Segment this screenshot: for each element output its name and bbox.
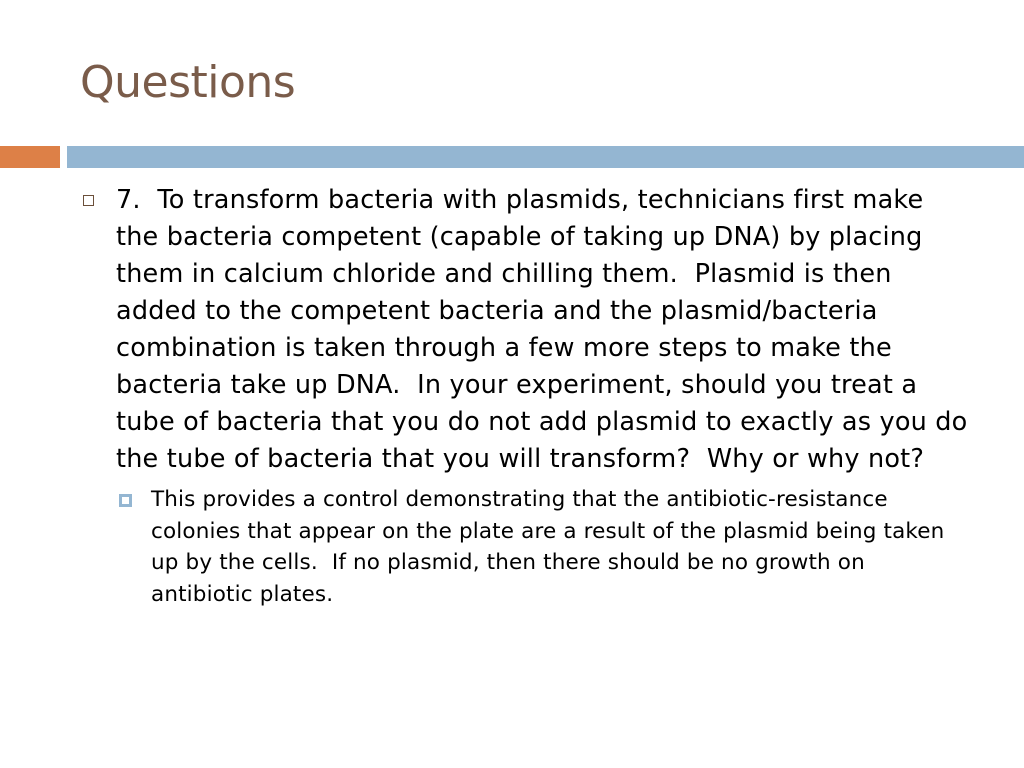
answer-bullet-item xyxy=(116,484,970,610)
title-accent-bar xyxy=(0,146,60,168)
blue-square-bullet-icon xyxy=(119,494,132,507)
slide-title: Questions xyxy=(80,57,296,108)
title-divider-bar xyxy=(67,146,1024,168)
answer-text: This provides a control demonstrating that the antibiotic-resistance colonies that appear on the plate are a result of the plasmid being taken up by the cells. If no plasmid, then there should be no growth on antibiotic plates. xyxy=(151,487,952,607)
question-bullet-item xyxy=(80,182,976,478)
question-text: 7. To transform bacteria with plasmids, technicians first make the bacteria competent (capable of taking up DNA) by placing them in calcium chloride and chilling them. Plasmid is then added to the competent bacteria and the plasmid/bacteria combination is taken through a few more steps to make the bacteria take up DNA. In your experiment, should you treat a tube of bacteria that you do not add plasmid to exactly as you do the tube of bacteria that you will transform? Why or why not? xyxy=(116,185,976,474)
slide-body xyxy=(80,182,976,610)
hollow-square-bullet-icon xyxy=(83,195,94,206)
